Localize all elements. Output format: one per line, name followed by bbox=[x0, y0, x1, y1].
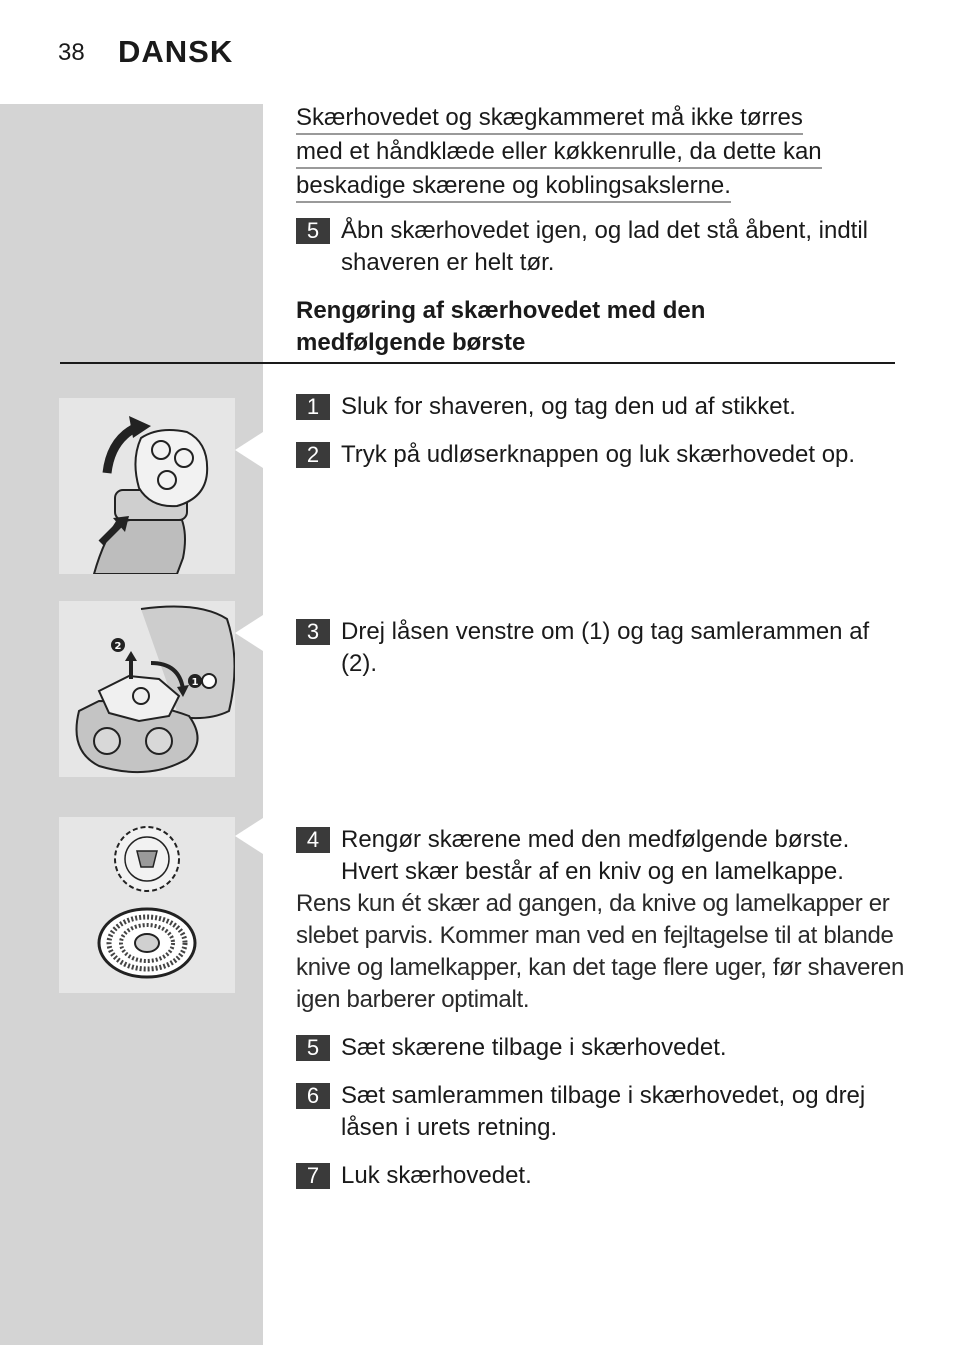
step-item bbox=[296, 1160, 896, 1192]
figure-remove-frame bbox=[59, 601, 235, 777]
step-number-badge: 4 bbox=[296, 827, 330, 853]
figure-open-shaving-head bbox=[59, 398, 235, 574]
warning-line: beskadige skærene og koblingsakslerne. bbox=[296, 171, 731, 203]
step-item bbox=[296, 1032, 896, 1064]
step-item bbox=[296, 391, 896, 423]
cleaning-note: Rens kun ét skær ad gangen, da knive og lamelkapper er slebet parvis. Kommer man ved en fejltagelse til at blande knive og lamelkapper, kan det tage flere uger, før shaveren igen barberer optimalt. bbox=[296, 890, 904, 1013]
section-divider bbox=[60, 362, 895, 364]
shaver-open-illustration bbox=[59, 398, 235, 574]
callout-pointer bbox=[235, 432, 263, 468]
language-heading: DANSK bbox=[118, 34, 234, 69]
step-number-badge: 2 bbox=[296, 442, 330, 468]
callout-pointer bbox=[235, 818, 263, 854]
cutter-and-guard-illustration bbox=[59, 817, 235, 993]
step-number-badge: 1 bbox=[296, 394, 330, 420]
step-text: Luk skærhovedet. bbox=[341, 1162, 532, 1189]
section-heading-line: medfølgende børste bbox=[296, 329, 526, 356]
step-text: Sæt skærene tilbage i skærhovedet. bbox=[341, 1034, 727, 1061]
callout-pointer bbox=[235, 615, 263, 651]
step-text: Åbn skærhovedet igen, og lad det stå åbent, indtil shaveren er helt tør. bbox=[341, 217, 869, 276]
step-text: Sluk for shaveren, og tag den ud af stikket. bbox=[341, 393, 796, 420]
retaining-frame-illustration bbox=[59, 601, 235, 777]
section-heading bbox=[296, 295, 886, 359]
warning-line: Skærhovedet og skægkammeret må ikke tørres bbox=[296, 103, 803, 135]
warning-text bbox=[296, 103, 896, 205]
figure-cutter-guard bbox=[59, 817, 235, 993]
step-text: Sæt samlerammen tilbage i skærhovedet, og drej låsen i urets retning. bbox=[341, 1082, 866, 1141]
step-item bbox=[296, 1080, 896, 1144]
figure-label-one: 1 bbox=[191, 677, 199, 688]
warning-line: med et håndklæde eller køkkenrulle, da dette kan bbox=[296, 137, 822, 169]
step-number-badge: 3 bbox=[296, 619, 330, 645]
drying-step bbox=[296, 215, 896, 279]
step-item bbox=[296, 824, 896, 888]
step-text: Drej låsen venstre om (1) og tag samlerammen af (2). bbox=[341, 618, 870, 677]
step-item bbox=[296, 439, 896, 471]
section-heading-line: Rengøring af skærhovedet med den bbox=[296, 297, 706, 324]
step-number-badge: 7 bbox=[296, 1163, 330, 1189]
step-text: Tryk på udløserknappen og luk skærhovedet op. bbox=[341, 441, 856, 468]
step-item bbox=[296, 616, 896, 680]
step-number-badge: 6 bbox=[296, 1083, 330, 1109]
step-text: Rengør skærene med den medfølgende børste. Hvert skær består af en kniv og en lamelkappe. bbox=[341, 826, 850, 885]
figure-label-two: 2 bbox=[114, 641, 122, 652]
page-number: 38 bbox=[58, 39, 85, 66]
step-number-badge: 5 bbox=[296, 1035, 330, 1061]
step-number-badge: 5 bbox=[296, 218, 330, 244]
